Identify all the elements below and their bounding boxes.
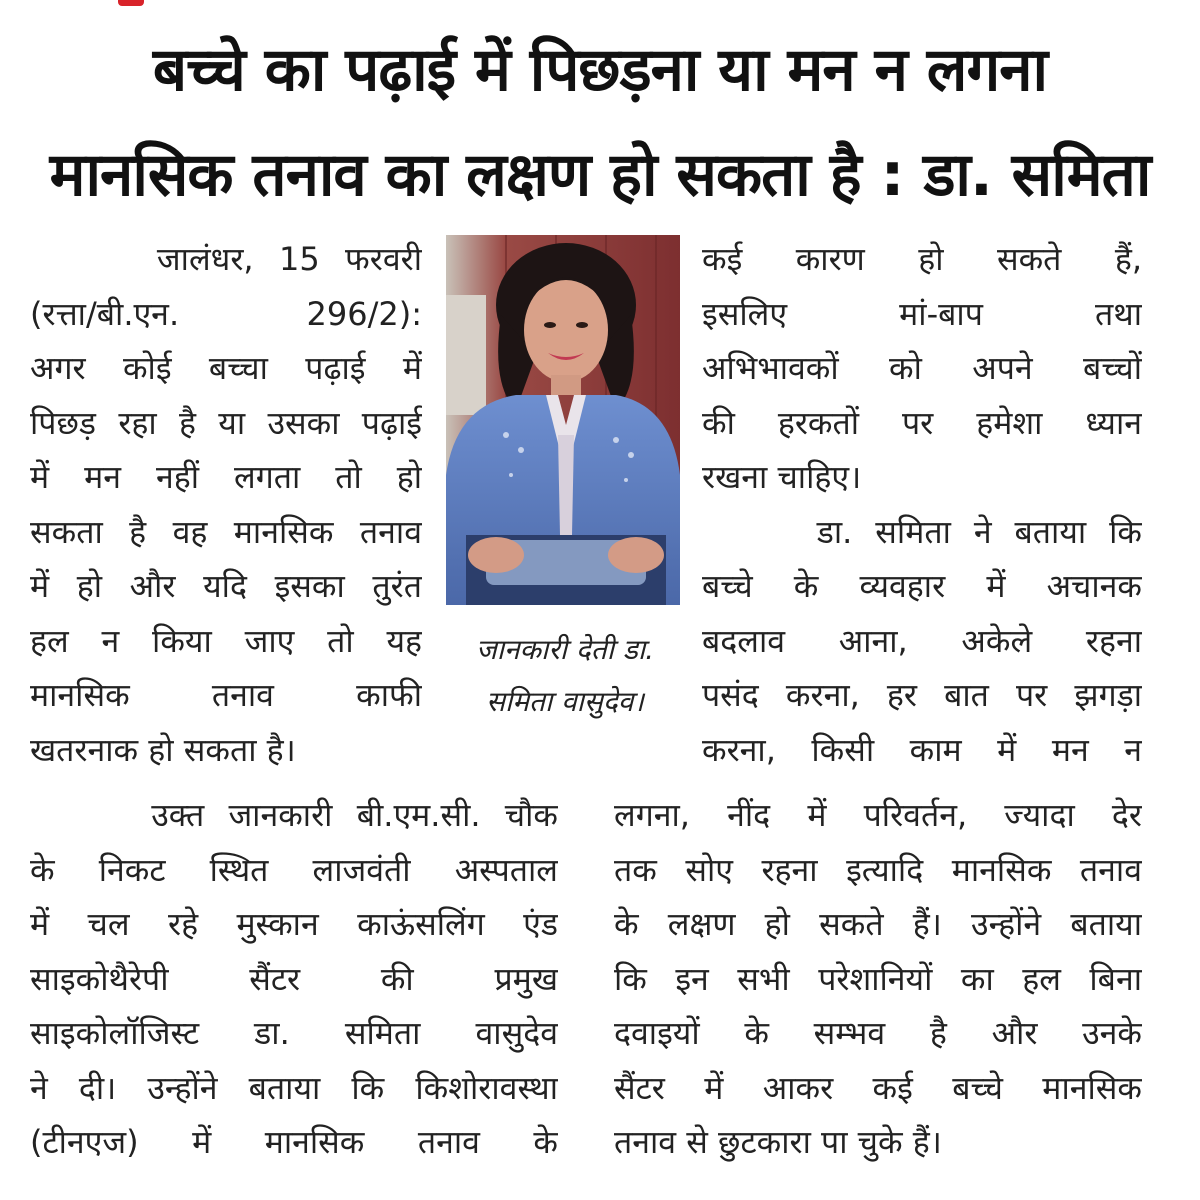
article-photo [446,235,680,605]
article-text-line: सकता है वह मानसिक तनाव [30,512,422,551]
photo-caption [440,624,690,728]
article-text-line: जालंधर, 15 फरवरी [30,240,422,278]
article-text-line: ने दी। उन्होंने बताया कि किशोरावस्था [30,1068,558,1107]
portrait-illustration [446,235,680,605]
article-text-line: बदलाव आना, अकेले रहना [702,621,1142,660]
article-text-line: साइकोथैरेपी सैंटर की प्रमुख [30,959,558,998]
article-text-line: में हो और यदि इसका तुरंत [30,567,422,605]
article-text-line: खतरनाक हो सकता है। [30,730,296,769]
article-text-line: में चल रहे मुस्कान काऊंसलिंग एंड [30,905,558,943]
article-text-line: लगना, नींद में परिवर्तन, ज्यादा देर [614,796,1142,834]
article-text-line: साइकोलॉजिस्ट डा. समिता वासुदेव [30,1014,558,1052]
article-text-line: कि इन सभी परेशानियों का हल बिना [614,959,1142,998]
headline-line-2: मानसिक तनाव का लक्षण हो सकता है : डा. समिता [49,140,1151,210]
article-text-line: हल न किया जाए तो यह [30,621,422,660]
article-text-line: सैंटर में आकर कई बच्चे मानसिक [614,1068,1142,1107]
article-text-line: रखना चाहिए। [702,458,862,496]
article-text-line: दवाइयों के सम्भव है और उनके [614,1014,1142,1052]
article-text-line: बच्चे के व्यवहार में अचानक [702,567,1142,605]
masthead-accent-mark [118,0,144,6]
article-text-line: (रत्ता/बी.एन. 296/2): [30,294,422,333]
article-text-line: (टीनएज) में मानसिक तनाव के [30,1123,558,1161]
article-text-line: डा. समिता ने बताया कि [702,512,1142,551]
article-column-right-top [702,232,1142,777]
headline-line-1: बच्चे का पढ़ाई में पिछड़ना या मन न लगना [152,35,1048,105]
article-text-line: तक सोए रहना इत्यादि मानसिक तनाव [614,850,1142,889]
article-column-left-bottom [30,788,558,1170]
article-text-line: उक्त जानकारी बी.एम.सी. चौक [30,796,558,834]
article-text-line: कई कारण हो सकते हैं, [702,240,1142,278]
article-text-line: के निकट स्थित लाजवंती अस्पताल [30,850,558,889]
article-text-line: की हरकतों पर हमेशा ध्यान [702,403,1142,442]
article-text-line: अगर कोई बच्चा पढ़ाई में [30,349,422,387]
article-column-right-bottom [614,788,1142,1170]
article-text-line: अभिभावकों को अपने बच्चों [702,349,1142,387]
article-text-line: मानसिक तनाव काफी [30,676,422,714]
article-column-left-top [30,232,422,777]
article-text-line: के लक्षण हो सकते हैं। उन्होंने बताया [614,905,1142,943]
article-text-line: में मन नहीं लगता तो हो [30,458,422,496]
article-text-line: पसंद करना, हर बात पर झगड़ा [702,676,1142,714]
article-text-line: तनाव से छुटकारा पा चुके हैं। [614,1123,942,1161]
article-text-line: इसलिए मां-बाप तथा [702,294,1142,333]
article-text-line: करना, किसी काम में मन न [702,730,1142,769]
photo-caption-line-1: जानकारी देती डा. [475,633,655,666]
photo-caption-line-2: समिता वासुदेव। [486,685,644,718]
article-text-line: पिछड़ रहा है या उसका पढ़ाई [30,403,422,442]
